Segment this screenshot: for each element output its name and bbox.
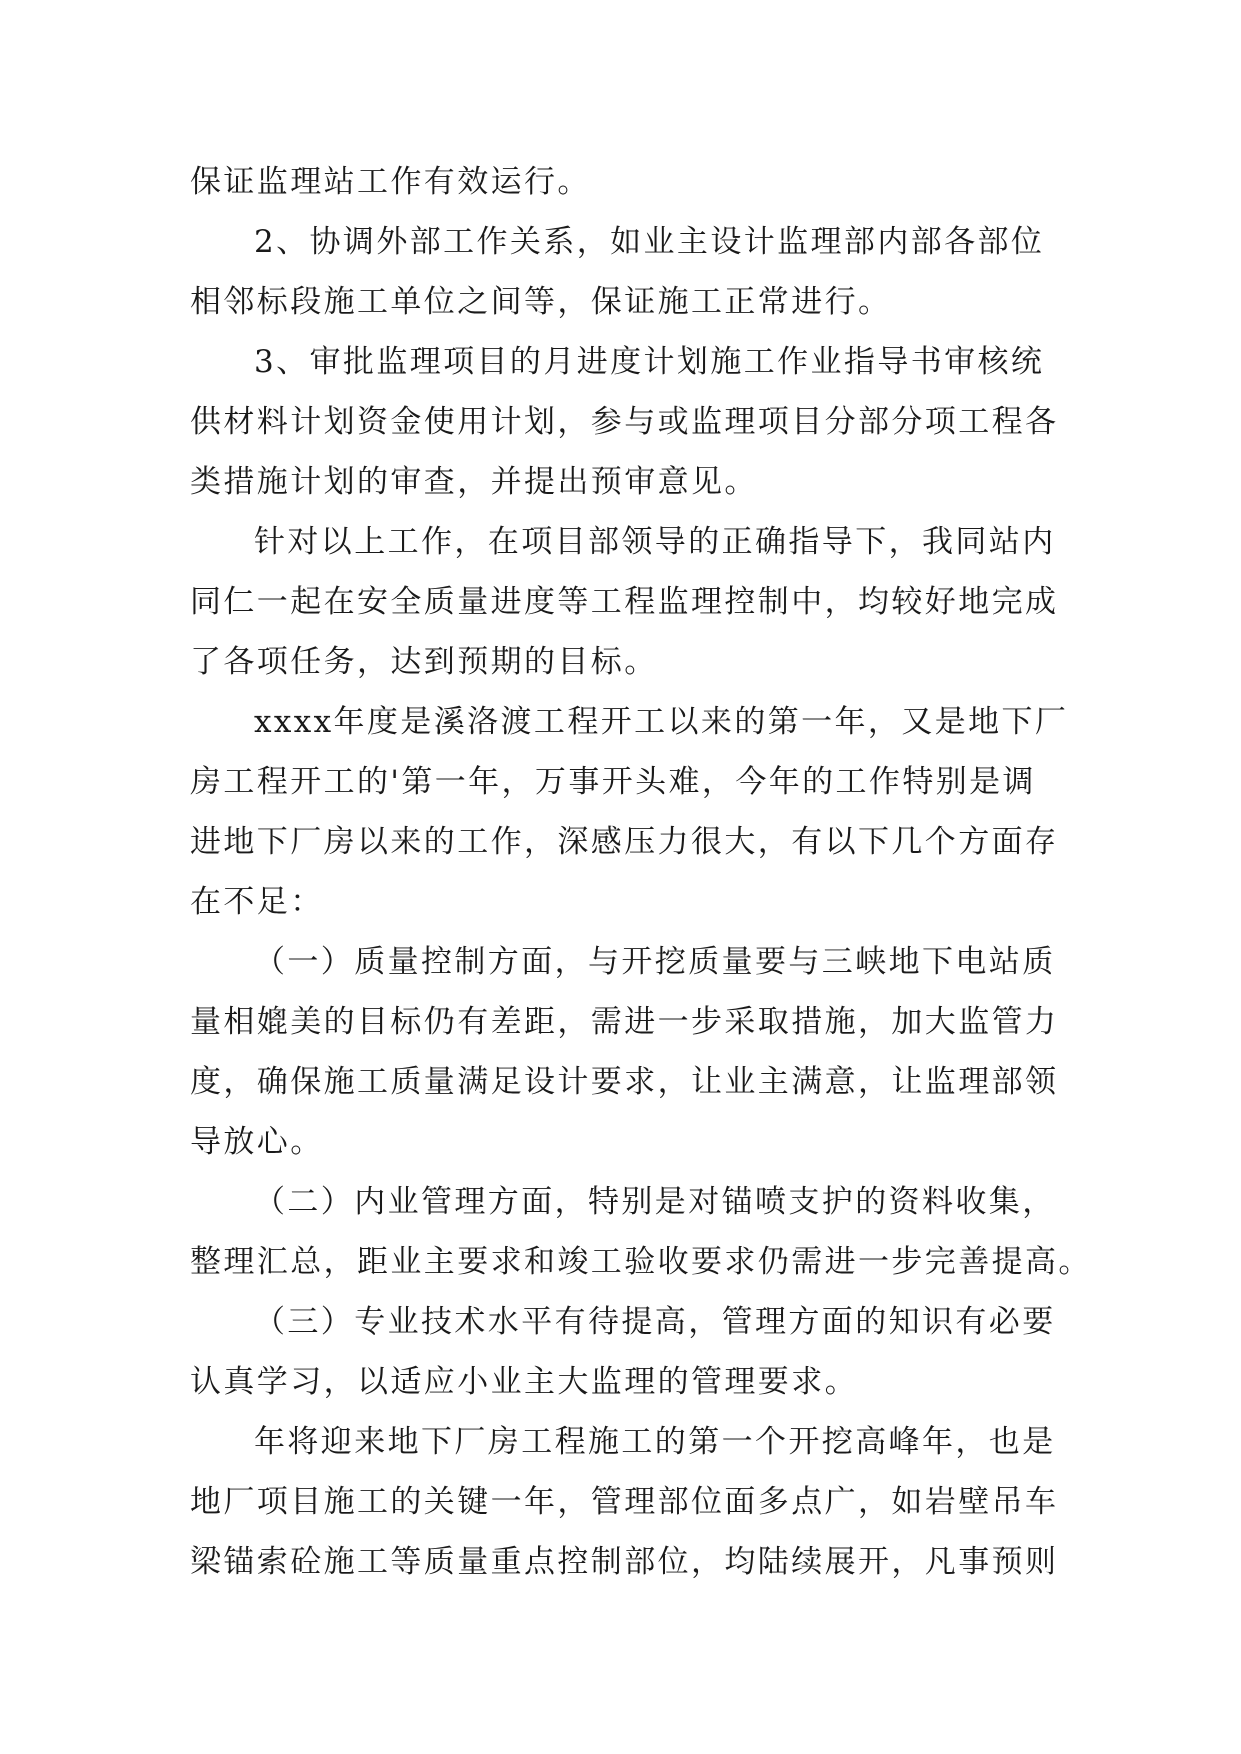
text-line: 度，确保施工质量满足设计要求，让业主满意，让监理部领 [190,1064,1059,1100]
text-line: 供材料计划资金使用计划，参与或监理项目分部分项工程各 [190,404,1059,440]
text-line: 年将迎来地下厂房工程施工的第一个开挖高峰年，也是 [254,1424,1056,1460]
text-line: （一）质量控制方面，与开挖质量要与三峡地下电站质 [254,944,1056,980]
text-line: 保证监理站工作有效运行。 [190,164,591,200]
text-line: 3、审批监理项目的月进度计划施工作业指导书审核统 [254,344,1045,380]
text-line: 了各项任务，达到预期的目标。 [190,644,658,680]
text-line: 同仁一起在安全质量进度等工程监理控制中，均较好地完成 [190,584,1059,620]
document-body [190,152,1092,1592]
text-line: 类措施计划的审查，并提出预审意见。 [190,464,758,500]
text-line: 导放心。 [190,1124,324,1160]
text-line: 针对以上工作，在项目部领导的正确指导下，我同站内 [254,524,1056,560]
text-line: 量相媲美的目标仍有差距，需进一步采取措施，加大监管力 [190,1004,1059,1040]
text-line: xxxx年度是溪洛渡工程开工以来的第一年，又是地下厂 [254,704,1069,740]
text-line: 2、协调外部工作关系，如业主设计监理部内部各部位 [254,224,1045,260]
text-line: 进地下厂房以来的工作，深感压力很大，有以下几个方面存 [190,824,1059,860]
text-line: （二）内业管理方面，特别是对锚喷支护的资料收集， [254,1184,1056,1220]
text-line: 梁锚索砼施工等质量重点控制部位，均陆续展开，凡事预则 [190,1544,1059,1580]
text-line: 认真学习，以适应小业主大监理的管理要求。 [190,1364,858,1400]
text-line: 在不足： [190,884,324,920]
text-line: 相邻标段施工单位之间等，保证施工正常进行。 [190,284,892,320]
text-line: 地厂项目施工的关键一年，管理部位面多点广，如岩壁吊车 [190,1484,1059,1520]
text-line: 整理汇总，距业主要求和竣工验收要求仍需进一步完善提高。 [190,1244,1092,1280]
text-line: 房工程开工的'第一年，万事开头难，今年的工作特别是调 [190,764,1036,800]
text-line: （三）专业技术水平有待提高，管理方面的知识有必要 [254,1304,1056,1340]
